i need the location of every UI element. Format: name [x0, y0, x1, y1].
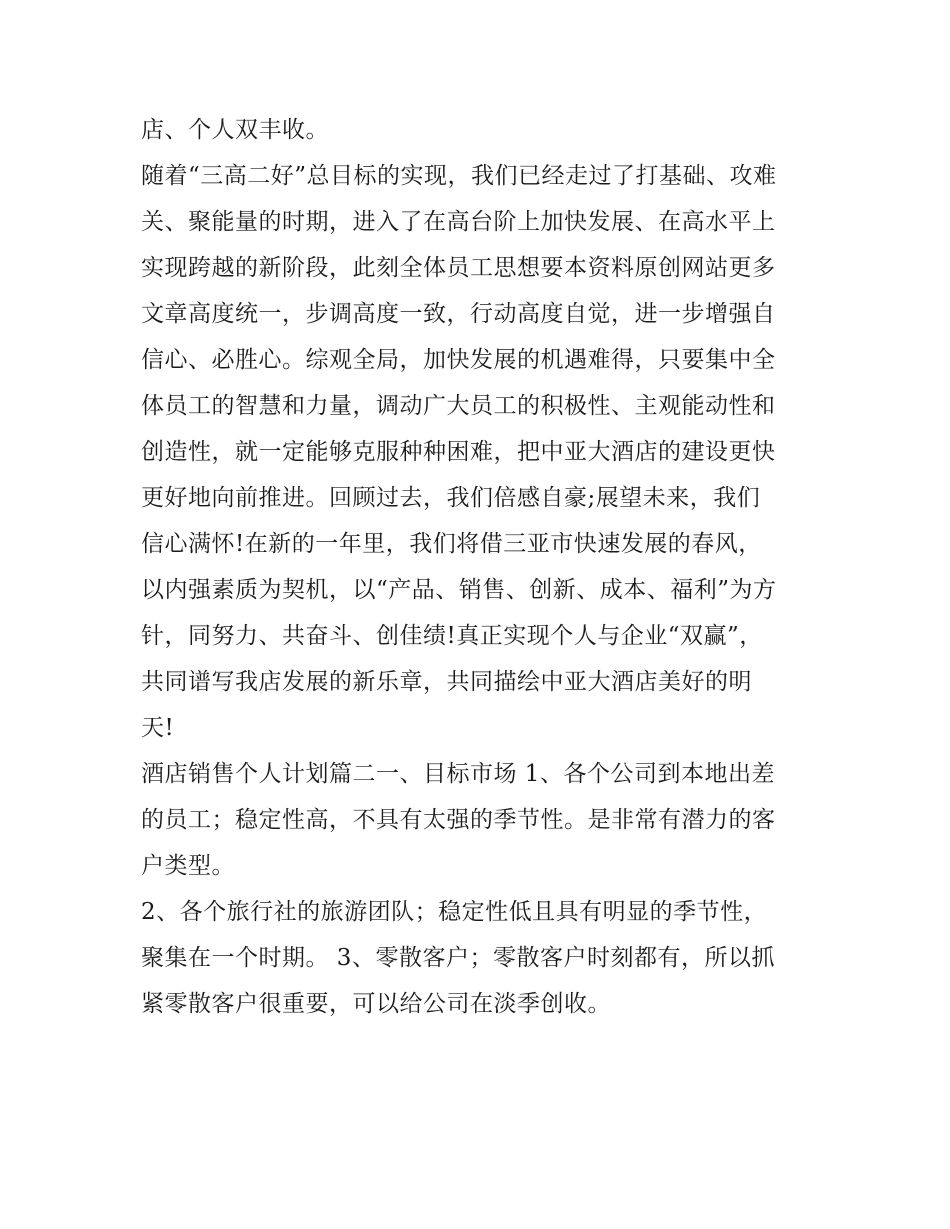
text-line: 共同谱写我店发展的新乐章，共同描绘中亚大酒店美好的明	[141, 669, 752, 695]
text-line: 以内强素质为契机，以“产品、销售、创新、成本、福利”为方	[141, 577, 777, 603]
text-line: 文章高度统一，步调高度一致，行动高度自觉，进一步增强自	[141, 301, 776, 327]
text-line: 紧零散客户很重要，可以给公司在淡季创收。	[141, 991, 611, 1017]
text-line: 户类型。	[141, 853, 235, 879]
text-line: 针，同努力、共奋斗、创佳绩!真正实现个人与企业“双赢”，	[141, 623, 763, 649]
text-line: 关、聚能量的时期，进入了在高台阶上加快发展、在高水平上	[141, 209, 776, 235]
text-line: 酒店销售个人计划篇二一、目标市场 1、各个公司到本地出差	[141, 761, 775, 787]
text-line: 创造性，就一定能够克服种种困难，把中亚大酒店的建设更快	[141, 439, 776, 465]
text-line: 天!	[141, 715, 175, 741]
document-body	[141, 107, 831, 1027]
text-line: 实现跨越的新阶段，此刻全体员工思想要本资料原创网站更多	[141, 255, 776, 281]
text-line: 聚集在一个时期。 3、零散客户；零散客户时刻都有，所以抓	[141, 945, 775, 971]
text-line: 随着“三高二好”总目标的实现，我们已经走过了打基础、攻难	[141, 163, 777, 189]
text-line: 店、个人双丰收。	[141, 117, 329, 143]
text-line: 信心满怀!在新的一年里，我们将借三亚市快速发展的春风，	[141, 531, 762, 557]
text-line: 的员工；稳定性高，不具有太强的季节性。是非常有潜力的客	[141, 807, 776, 833]
text-line: 体员工的智慧和力量，调动广大员工的积极性、主观能动性和	[141, 393, 776, 419]
text-line: 更好地向前推进。回顾过去，我们倍感自豪;展望未来，我们	[141, 485, 761, 511]
text-line: 2、各个旅行社的旅游团队；稳定性低且具有明显的季节性，	[141, 899, 768, 925]
text-line: 信心、必胜心。综观全局，加快发展的机遇难得，只要集中全	[141, 347, 776, 373]
